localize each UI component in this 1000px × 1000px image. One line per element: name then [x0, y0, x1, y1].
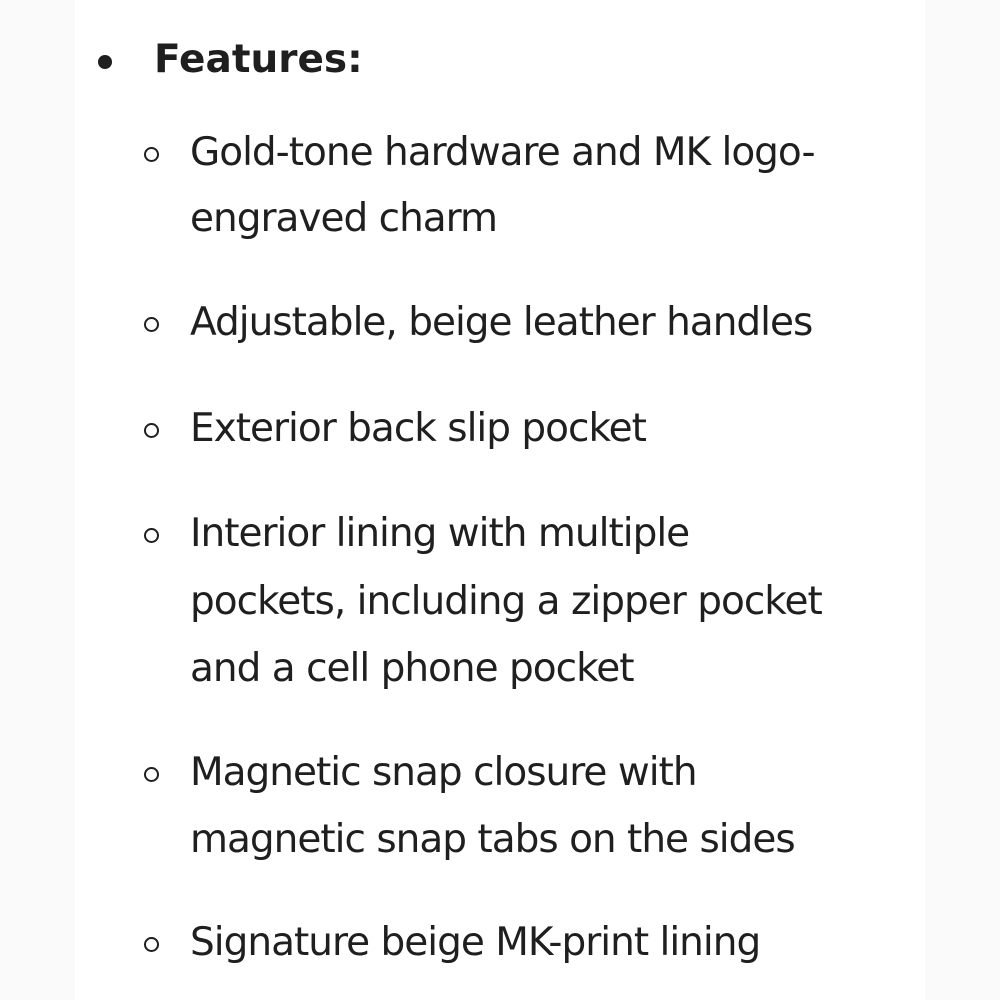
feature-item-line: Adjustable, beige leather handles — [190, 300, 813, 345]
circle-bullet-icon — [144, 317, 159, 332]
circle-bullet-icon — [144, 423, 159, 438]
feature-item-line: Gold-tone hardware and MK logo- — [190, 130, 815, 175]
bullet-icon — [98, 55, 112, 69]
feature-item-line: Magnetic snap closure with — [190, 750, 697, 795]
feature-item-line: Exterior back slip pocket — [190, 406, 646, 451]
circle-bullet-icon — [144, 147, 159, 162]
circle-bullet-icon — [144, 528, 159, 543]
feature-item-line: magnetic snap tabs on the sides — [190, 817, 795, 862]
feature-item-line: Signature beige MK-print lining — [190, 920, 761, 965]
feature-item-line: Interior lining with multiple — [190, 511, 690, 556]
feature-item-line: pockets, including a zipper pocket — [190, 579, 822, 624]
feature-item-line: engraved charm — [190, 196, 498, 241]
feature-item-line: and a cell phone pocket — [190, 646, 634, 691]
circle-bullet-icon — [144, 937, 159, 952]
circle-bullet-icon — [144, 767, 159, 782]
features-heading: Features: — [154, 37, 363, 82]
